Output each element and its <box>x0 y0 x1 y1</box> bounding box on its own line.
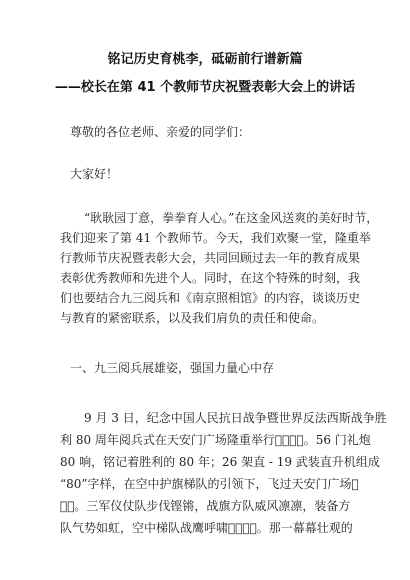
document-subtitle: ——校长在第 41 个教师节庆祝暨表彰大会上的讲话 <box>54 80 356 95</box>
paragraph-1-line-2: 我们迎来了第 41 个教师节。今天，我们欢聚一堂，隆重举 <box>60 231 371 245</box>
paragraph-1-line-5: 们也要结合九三阅兵和《南京照相馆》的内容，谈谈历史 <box>60 291 361 305</box>
paragraph-1-line-3: 行教师节庆祝暨表彰大会，共同回顾过去一年的教育成果 <box>60 251 361 265</box>
paragraph-1-line-6: 与教育的紧密联系，以及我们肩负的责任和使命。 <box>60 311 325 325</box>
paragraph-2-line-6: 队气势如虹，空中梯队战鹰呼啸    。那一幕幕壮观的 <box>60 521 353 535</box>
document-title: 铭记历史育桃李，砥砺前行谱新篇 <box>107 52 303 67</box>
paragraph-2-line-5:   。三军仪仗队步伐铿锵，战旗方队威风凛凛，装备方 <box>60 499 351 513</box>
paragraph-2-line-1: 9 月 3 日，纪念中国人民抗日战争暨世界反法西斯战争胜 <box>84 411 387 425</box>
paragraph-1-line-1: “耿耿园丁意，拳拳育人心。”在这金风送爽的美好时节， <box>84 211 379 225</box>
greeting-line: 尊敬的各位老师、亲爱的同学们： <box>70 125 251 139</box>
hello-line: 大家好！ <box>70 167 119 181</box>
section-1-heading: 一、九三阅兵展雄姿，强国力量心中存 <box>70 361 275 375</box>
paragraph-1-line-4: 表彰优秀教师和先进个人。同时，在这个特殊的时刻，我 <box>60 271 361 285</box>
paragraph-2-line-4: “80”字样，在空中护旗梯队的引领下，飞过天安门广场  <box>60 477 359 491</box>
paragraph-2-line-3: 80 响，铭记着胜利的 80 年；26 架直 - 19 武装直升机组成 <box>60 455 380 469</box>
paragraph-2-line-2: 利 80 周年阅兵式在天安门广场隆重举行    。56 门礼炮 <box>60 433 371 447</box>
